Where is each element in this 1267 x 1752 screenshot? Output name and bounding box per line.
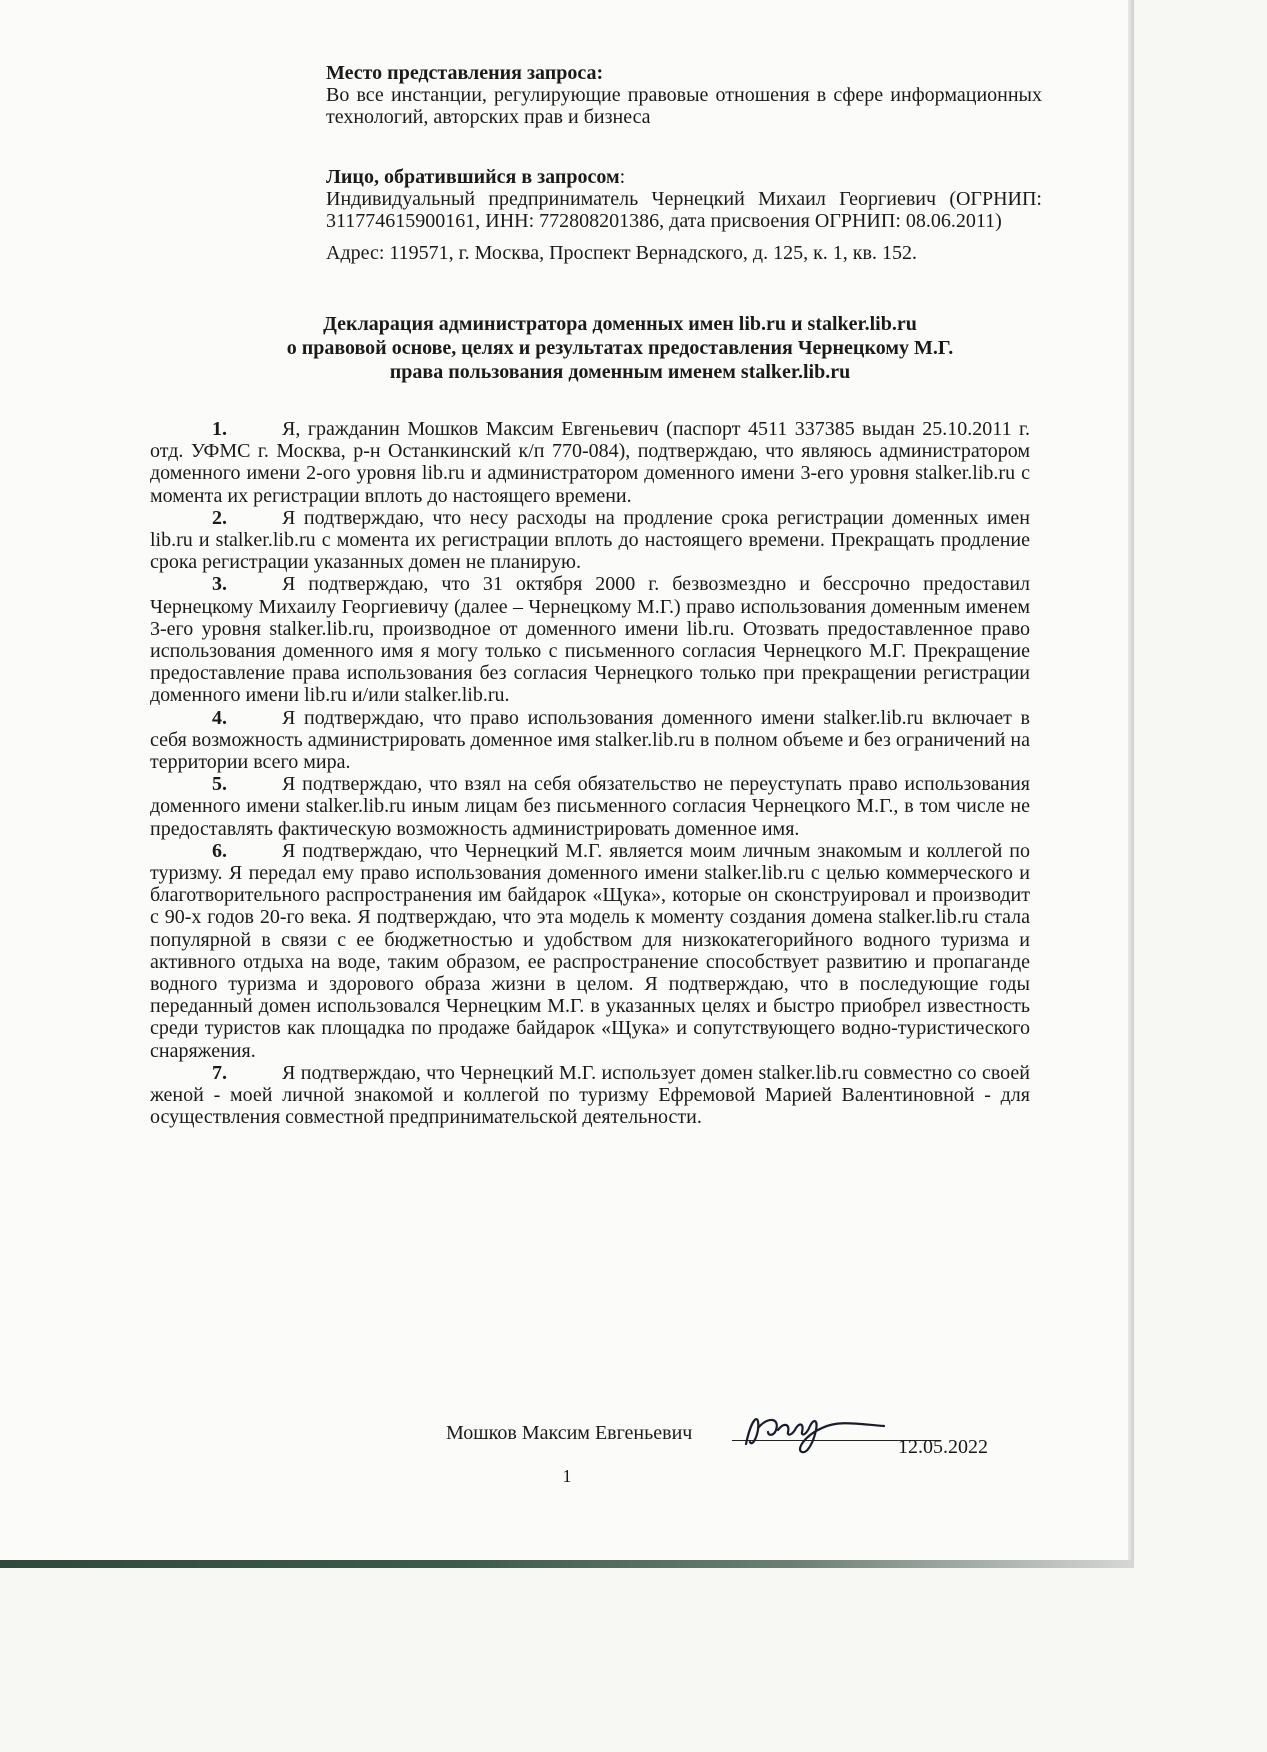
scan-edge-right [1128,0,1134,1568]
item-number: 4. [212,706,227,729]
applicant-label: Лицо, обратившийся в запросом [326,166,620,188]
item-number: 6. [212,839,227,862]
item-text: Я подтверждаю, что несу расходы на продление срока регистрации доменных имен lib.ru и stalker.lib.ru с момента их регистрации вплоть до настоящего времени. Прекращать продление срока регистрации указанных домен не планирую. [150,506,1030,574]
scan-edge-bottom [0,1560,1134,1568]
item-number: 1. [212,418,227,440]
applicant-address: Адрес: 119571, г. Москва, Проспект Вернадского, д. 125, к. 1, кв. 152. [326,242,917,264]
item-text: Я подтверждаю, что взял на себя обязательство не переуступать право использования доменного имени stalker.lib.ru иным лицам без письменного согласия Чернецкого М.Г., в том числе не предоставлять фактическую возможность администрировать доменное имя. [150,773,1030,840]
request-place-section [326,62,1042,128]
applicant-label-colon: : [619,166,626,188]
item-number: 7. [212,1061,227,1084]
request-place-label: Место представления запроса: [326,62,604,84]
signer-name: Мошков Максим Евгеньевич [446,1422,693,1444]
title-line-2: о правовой основе, целях и результатах предоставления Чернецкому М.Г. [286,337,954,359]
item-text: Я подтверждаю, что 31 октября 2000 г. безвозмездно и бессрочно предоставил Чернецкому Михаилу Георгиевичу (далее – Чернецкому М.Г.) право использования доменным именем 3-его уровня stalker.lib.ru, производное от доменного имени lib.ru. Отозвать предоставленное право использования доменного имя я могу только с письменного согласия Чернецкого М.Г. Прекращение предоставление права использования без согласия Чернецкого только при прекращении регистрации доменного имени lib.ru и/или stalker.lib.ru. [150,573,1030,707]
item-number: 3. [212,573,227,596]
declaration-item-2 [150,507,1030,574]
page-number: 1 [562,1466,572,1486]
title-line-1: Декларация администратора доменных имен lib.ru и stalker.lib.ru [323,313,917,335]
item-number: 5. [212,773,227,796]
declaration-title [230,312,1010,384]
handwritten-signature [738,1406,888,1458]
declaration-item-1 [150,418,1030,507]
request-place-text: Во все инстанции, регулирующие правовые отношения в сфере информационных технологий, авторских прав и бизнеса [326,84,1042,128]
signature-block [446,1422,1006,1462]
declaration-item-5 [150,773,1030,840]
item-text: Я подтверждаю, что право использования доменного имени stalker.lib.ru включает в себя возможность администрировать доменное имя stalker.lib.ru в полном объеме и без ограничений на территории всего мира. [150,706,1030,774]
declaration-item-6 [150,840,1030,1062]
item-text: Я подтверждаю, что Чернецкий М.Г. использует домен stalker.lib.ru совместно со своей женой - моей личной знакомой и коллегой по туризму Ефремовой Марией Валентиновной - для осуществления совместной предпринимательской деятельности. [150,1061,1030,1129]
signature-date: 12.05.2022 [898,1436,988,1458]
declaration-item-7 [150,1062,1030,1129]
applicant-details: Индивидуальный предприниматель Чернецкий Михаил Георгиевич (ОГРНИП: 311774615900161, ИНН: 772808201386, дата присвоения ОГРНИП: 08.06.2011) [326,188,1042,232]
declaration-item-3 [150,573,1030,706]
declaration-item-4 [150,707,1030,774]
applicant-section [326,166,1042,264]
item-text: Я, гражданин Мошков Максим Евгеньевич (паспорт 4511 337385 выдан 25.10.2011 г. отд. УФМС г. Москва, р-н Останкинский к/п 770-084), подтверждаю, что являюсь администратором доменного имени 2-ого уровня lib.ru и администратором доменного имени 3-его уровня stalker.lib.ru с момента их регистрации вплоть до настоящего времени. [150,418,1030,507]
declaration-items [150,418,1030,1129]
item-number: 2. [212,506,227,529]
applicant-heading [326,166,1042,188]
title-line-3: права пользования доменным именем stalker.lib.ru [389,361,851,383]
item-text: Я подтверждаю, что Чернецкий М.Г. является моим личным знакомым и коллегой по туризму. Я передал ему право использования доменного имени stalker.lib.ru с целью коммерческого и благотворительного распространения им байдарок «Щука», которые он сконструировал и производит с 90-х годов 20-го века. Я подтверждаю, что эта модель к моменту создания домена stalker.lib.ru стала популярной в связи с ее бюджетностью и удобством для низкокатегорийного водного туризма и активного отдыха на воде, таким образом, ее распространение способствует развитию и пропаганде водного туризма и здорового образа жизни в целом. Я подтверждаю, что в последующие годы переданный домен использовался Чернецким М.Г. в указанных целях и быстро приобрел известность среди туристов как площадка по продаже байдарок «Щука» и сопутствующего водно-туристического снаряжения. [150,839,1030,1062]
